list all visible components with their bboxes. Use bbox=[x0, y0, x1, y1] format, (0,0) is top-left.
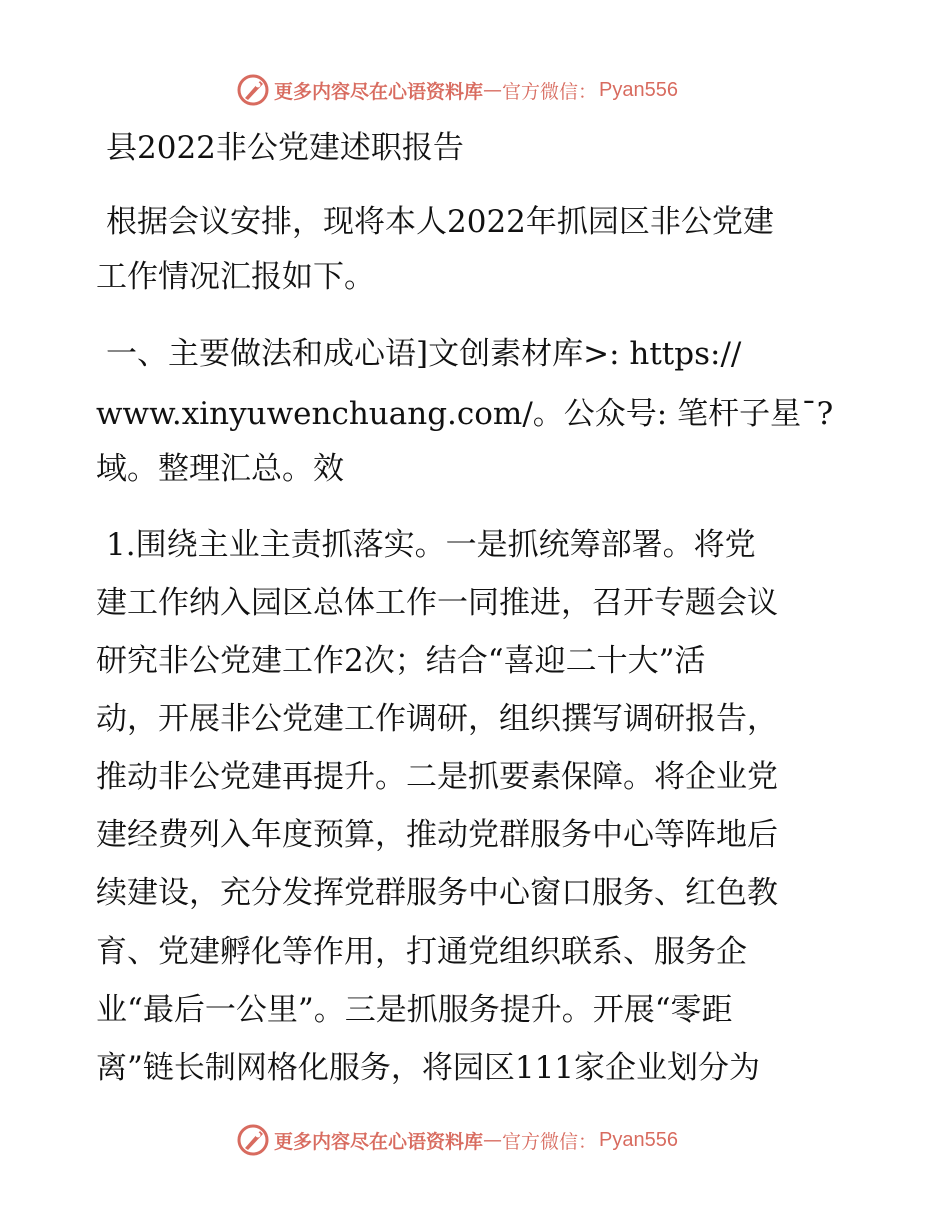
paragraph-line: 续建设，充分发挥党群服务中心窗口服务、红色教 bbox=[96, 875, 778, 911]
section-heading-line: 一、主要做法和成心语]文创素材库>: https:// bbox=[106, 336, 742, 372]
watermark-banner-bottom bbox=[0, 1120, 950, 1160]
quill-logo-icon bbox=[236, 1123, 270, 1157]
document-title: 县2022非公党建述职报告 bbox=[106, 130, 464, 166]
paragraph-line: 业“最后一公里”。三是抓服务提升。开展“零距 bbox=[96, 992, 733, 1028]
watermark-label: 官方微信： bbox=[502, 80, 598, 103]
quill-logo-icon bbox=[236, 73, 270, 107]
section-heading-line: 域。整理汇总。效 bbox=[96, 451, 344, 487]
paragraph-line: 动，开展非公党建工作调研，组织撰写调研报告， bbox=[96, 701, 778, 737]
section-heading-line: www.xinyuwenchuang.com/。公众号: 笔杆子星¯? bbox=[96, 396, 834, 432]
watermark-banner-top bbox=[0, 70, 950, 110]
intro-line: 工作情况汇报如下。 bbox=[96, 259, 375, 295]
paragraph-line: 1.围绕主业主责抓落实。一是抓统筹部署。将党 bbox=[106, 527, 756, 563]
watermark-content bbox=[236, 70, 678, 110]
watermark-content bbox=[236, 1120, 678, 1160]
paragraph-line: 建经费列入年度预算，推动党群服务中心等阵地后 bbox=[96, 817, 778, 853]
paragraph-line: 建工作纳入园区总体工作一同推进，召开专题会议 bbox=[96, 585, 778, 621]
watermark-text: 更多内容尽在心语资料库 bbox=[274, 80, 484, 103]
watermark-separator: — bbox=[483, 79, 503, 101]
watermark-separator: — bbox=[483, 1129, 503, 1151]
paragraph-line: 推动非公党建再提升。二是抓要素保障。将企业党 bbox=[96, 759, 778, 795]
watermark-label: 官方微信： bbox=[502, 1130, 598, 1153]
watermark-text: 更多内容尽在心语资料库 bbox=[274, 1130, 484, 1153]
paragraph-line: 离”链长制网格化服务，将园区111家企业划分为 bbox=[96, 1050, 761, 1086]
watermark-wechat-id: Pyan556 bbox=[599, 1128, 678, 1151]
intro-line: 根据会议安排，现将本人2022年抓园区非公党建 bbox=[106, 204, 774, 240]
paragraph-line: 研究非公党建工作2次；结合“喜迎二十大”活 bbox=[96, 643, 706, 679]
watermark-wechat-id: Pyan556 bbox=[599, 78, 678, 101]
paragraph-line: 育、党建孵化等作用，打通党组织联系、服务企 bbox=[96, 934, 747, 970]
